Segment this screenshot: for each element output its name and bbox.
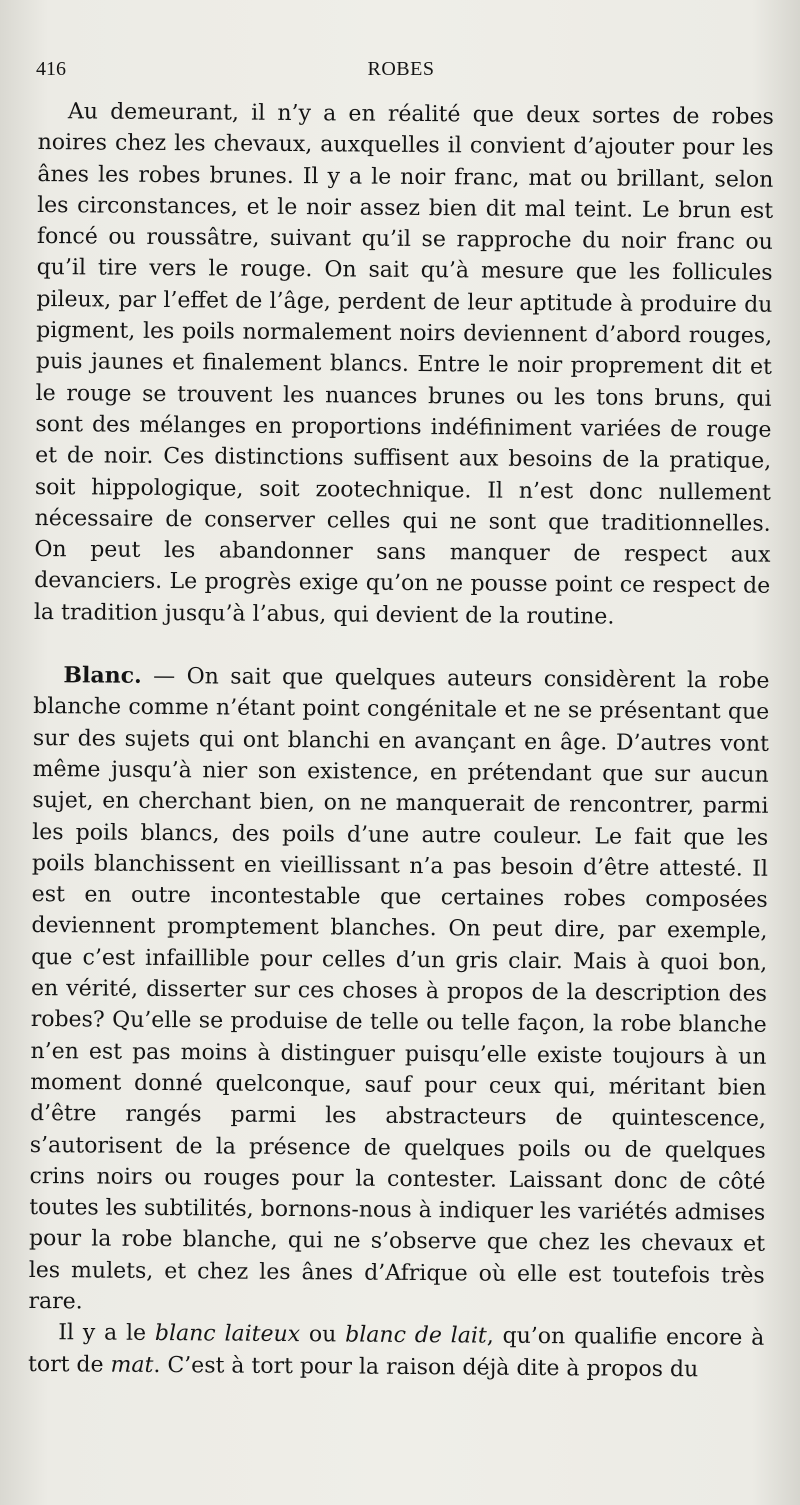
paragraph-varietes [28,1317,764,1385]
page-header [36,58,766,88]
text-run: Il y a le [58,1320,156,1347]
term-blanc-de-lait: blanc de lait [345,1322,487,1349]
text-run: , qu’on qualifie encore à tort de [27,1323,765,1378]
term-blanc-laiteux: blanc laiteux [154,1321,301,1348]
paragraph-blanc [28,660,769,1323]
text-run: . C’est à tort pour la raison déjà dite à propos du [153,1352,699,1382]
text-run: ou [300,1322,346,1348]
section-heading-blanc: Blanc. [63,662,142,689]
paragraph-noir: Au demeurant, il n’y a en réalité que deux sortes de robes noires chez les chevaux, auxquelles il convient d’ajouter pour les ânes les robes brunes. Il y a le noir franc, mat ou brillant, selon les circonstances, et le noir assez bien dit mal teint. Le brun est foncé ou roussâtre, suivant qu’il se rapproche du noir franc ou qu’il tire vers le rouge. On sait qu’à mesure que les follicules pileux, par l’effet de l’âge, perdent de leur aptitude à produire du pigment, les poils normalement noirs deviennent d’abord rouges, puis jaunes et finalement blancs. Entre le noir proprement dit et le rouge se trouvent les nuances brunes ou les tons bruns, qui sont des mélanges en proportions indéfiniment variées de rouge et de noir. Ces distinctions suffisent aux besoins de la pratique, soit hippologique, soit zootechnique. Il n’est donc nullement nécessaire de conserver celles qui ne sont que traditionnelles. On peut les abandonner sans manquer de respect aux devanciers. Le progrès exige qu’on ne pousse point ce respect de la tradition jusqu’à l’abus, qui devient de la routine. [33,99,774,630]
paragraph-blanc-text: — On sait que quelques auteurs considèrent la robe blanche comme n’étant point congénitale et ne se présentant que sur des sujets qui ont blanchi en avançant en âge. D’autres vont même jusqu’à nier son existence, en prétendant que sur aucun sujet, en cherchant bien, on ne manquerait de rencontrer, parmi les poils blancs, des poils d’une autre couleur. Le fait que les poils blanchissent en vieillissant n’a pas besoin d’être attesté. Il est en outre incontestable que certaines robes composées deviennent promptement blanches. On peut dire, par exemple, que c’est infaillible pour celles d’un gris clair. Mais à quoi bon, en vérité, disserter sur ces choses à propos de la description des robes? Qu’elle se produise de telle ou telle façon, la robe blanche n’en est pas moins à distinguer puisqu’elle existe toujours à un moment donné quelconque, sauf pour ceux qui, méritant bien d’être rangés parmi les abstracteurs de quintescence, s’autorisent de la présence de quelques poils ou de quelques crins noirs ou rouges pour la contester. Laissant donc de côté toutes les subtilités, bornons-nous à indiquer les variétés admises pour la robe blanche, qui ne s’observe que chez les chevaux et les mulets, et chez les ânes d’Afrique où elle est toutefois très rare. [28,663,770,1315]
running-head: ROBES [367,58,435,80]
term-mat: mat [110,1352,154,1378]
page-number: 416 [36,58,66,80]
page-body [28,96,774,1386]
